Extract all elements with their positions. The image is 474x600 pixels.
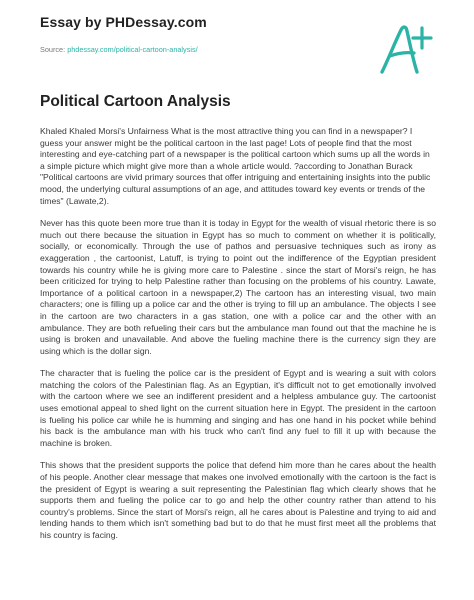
a-plus-logo-icon bbox=[376, 22, 434, 78]
document-title: Political Cartoon Analysis bbox=[40, 93, 231, 110]
source-line bbox=[40, 45, 198, 54]
paragraph: Khaled Khaled Morsi's Unfairness What is the most attractive thing you can find in a newspaper? I guess your answer might be the political cartoon in the last page! Lots of people find that the most interesting and eye-catching part of a newspaper is the political cartoon which sums up all the words in a simple picture which might give more than a whole article would. ?according to Jonathan Burack "Political cartoons are vivid primary sources that offer intriguing and entertaining insights into the public mood, the underlying cultural assumptions of an age, and attitudes toward key events or trends of the times" (Lawate,2). bbox=[40, 126, 431, 206]
paragraph: This shows that the president supports the police that defend him more than he cares about the health of his people. Another clear message that makes one involved emotionally with the cartoon is the fact is the president of Egypt is wearing a suit representing the Palestinian flag which clearly shows that he supports them and fueling the police car to go and help the other country rather than attend to his country's problems. Since the start of Morsi's reign, all he cares about is Palestine and trying to aid and lending hands to them which isn't something bad but to do that he must first meet all the problems that his country is facing. bbox=[40, 460, 436, 540]
document-body bbox=[40, 126, 436, 553]
paragraph: Never has this quote been more true than it is today in Egypt for the wealth of visual rhetoric there is so much out there because the situation in Egypt has so much to comment on whether it is politically, socially, or economically. Through the use of pathos and persuasive techniques such as irony as exaggeration , the cartoonist, Latuff, is trying to point out the indifference of the Egyptian president towards his country while he is giving more care to Palestine . since the start of Morsi's reign, he has been criticized for trying to help Palestine rather than focusing on the problems of his country. Lawate, Importance of a political cartoon in a newspaper,2) The cartoon has an interesting visual, two main characters; one is filling up a police car and the other is trying to fill up an ambulance. The objects I see in the cartoon are two characters in a gas station, one with a police car and the other with an ambulance. They are both refueling their cars but the ambulance man found out that the machine he is using is broken and unavailable. And above the fueling machine there is the currency sign they are using which is the dollar sign. bbox=[40, 218, 436, 356]
source-link[interactable]: phdessay.com/political-cartoon-analysis/ bbox=[67, 45, 198, 54]
source-label: Source: bbox=[40, 45, 68, 54]
paragraph: The character that is fueling the police car is the president of Egypt and is wearing a suit with colors matching the colors of the Palestinian flag. As an Egyptian, it's difficult not to get emotionally involved with the cartoon where we see an indifferent president and a helpless ambulance guy. The cartoonist uses emotional appeal to shed light on the current situation here in Egypt. The president in the cartoon is fueling his police car while he is humming and singing and has one hand in his pocket while behind his back is the ambulance man with his truck who can't find any fuel to fill it up with because the machine is broken. bbox=[40, 368, 436, 448]
site-brand: Essay by PHDessay.com bbox=[40, 14, 207, 30]
